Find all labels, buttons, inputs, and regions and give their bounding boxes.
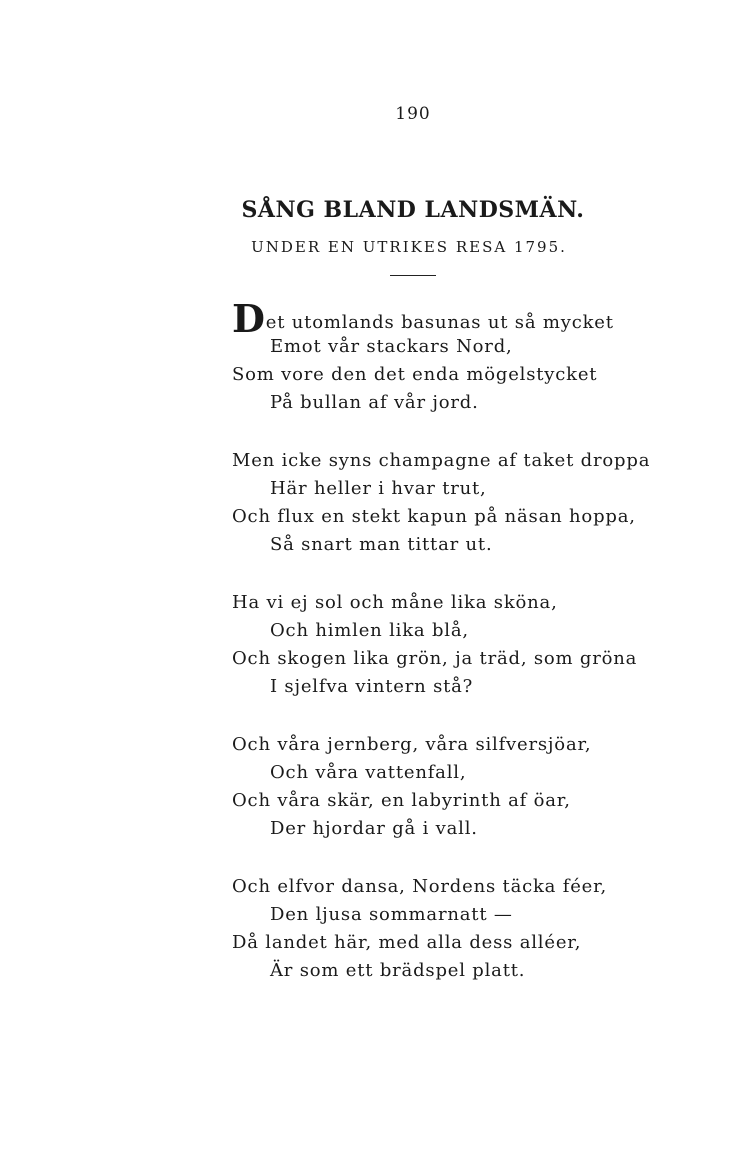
stanza-3 [232, 589, 652, 701]
poem-body [232, 296, 652, 1015]
stanza-1 [232, 296, 652, 417]
poem-line: Då landet här, med alla dess alléer, [232, 932, 582, 953]
poem-line: Så snart man tittar ut. [270, 534, 493, 555]
poem-line: Ha vi ej sol och måne lika sköna, [232, 592, 558, 613]
poem-line: Men icke syns champagne af taket droppa [232, 450, 651, 471]
poem-subtitle: UNDER EN UTRIKES RESA 1795. [251, 238, 567, 256]
poem-line: Der hjordar gå i vall. [270, 818, 478, 839]
poem-line: Som vore den det enda mögelstycket [232, 364, 598, 385]
poem-line: På bullan af vår jord. [270, 392, 479, 413]
title-rule [390, 275, 436, 276]
poem-line: Är som ett brädspel platt. [270, 960, 526, 981]
poem-line: Och skogen lika grön, ja träd, som gröna [232, 648, 638, 669]
poem-title: SÅNG BLAND LANDSMÄN. [241, 197, 585, 223]
stanza-5 [232, 873, 652, 985]
poem-line: Här heller i hvar trut, [270, 478, 487, 499]
stanza-2 [232, 447, 652, 559]
poem-line: Och elfvor dansa, Nordens täcka féer, [232, 876, 608, 897]
poem-line: Och våra vattenfall, [270, 762, 467, 783]
stanza-4 [232, 731, 652, 843]
poem-line [232, 296, 652, 341]
poem-line: Och himlen lika blå, [270, 620, 469, 641]
first-line-rest: et utomlands basunas ut så mycket [265, 312, 614, 333]
poem-line: Den ljusa sommarnatt — [270, 904, 513, 925]
poem-line: Och våra jernberg, våra silfversjöar, [232, 734, 592, 755]
drop-cap: D [232, 296, 266, 341]
poem-line: I sjelfva vintern stå? [270, 676, 474, 697]
poem-line: Och våra skär, en labyrinth af öar, [232, 790, 571, 811]
poem-line: Och flux en stekt kapun på näsan hoppa, [232, 506, 636, 527]
poem-line: Emot vår stackars Nord, [270, 336, 513, 357]
page-number: 190 [395, 104, 431, 124]
